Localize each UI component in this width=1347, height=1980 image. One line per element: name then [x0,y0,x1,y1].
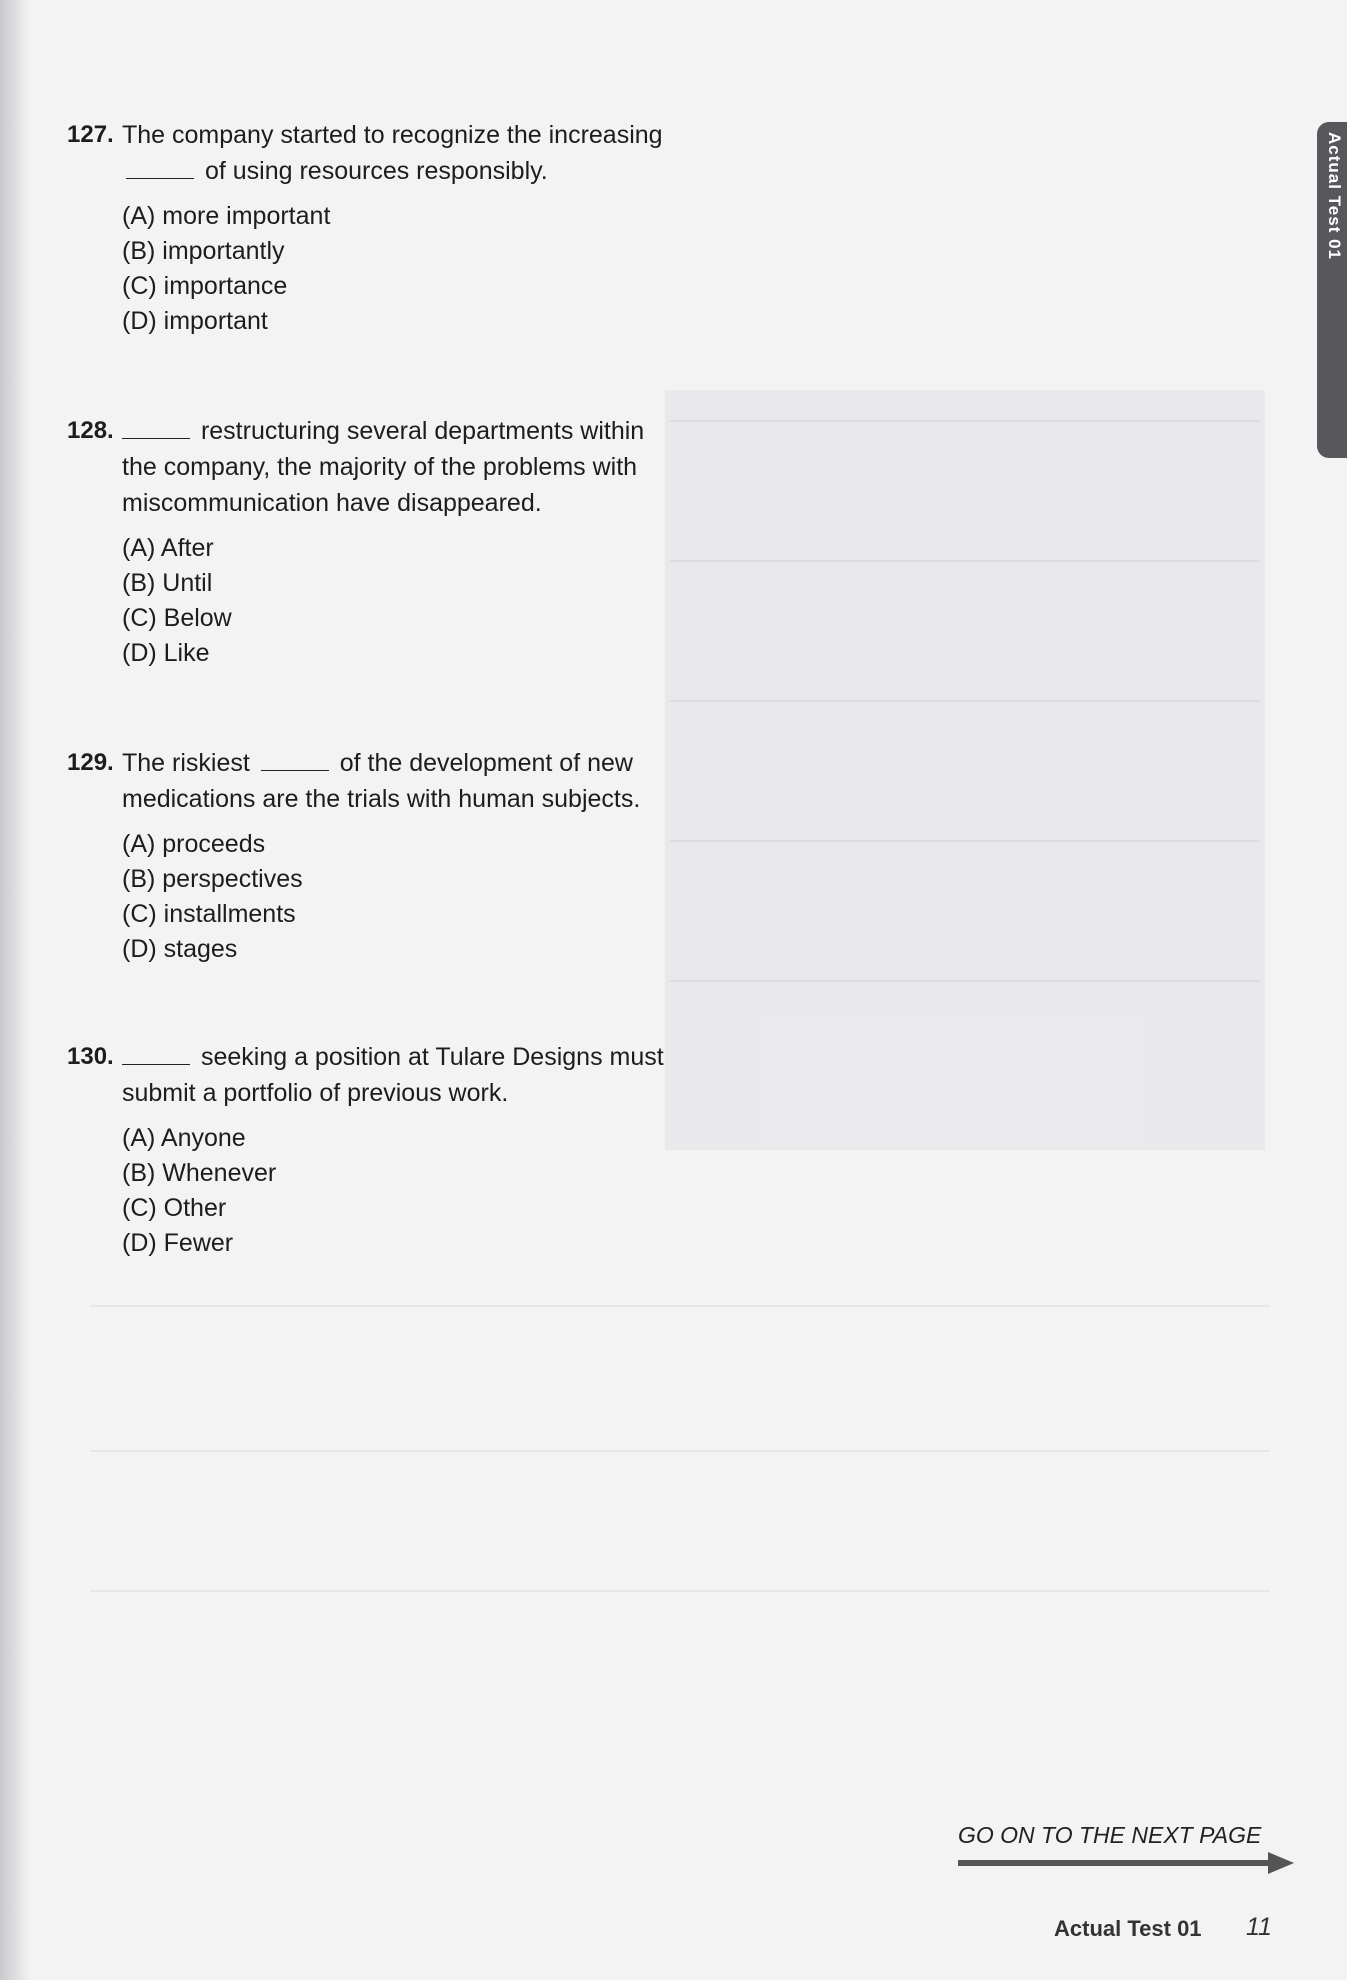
question-stem [67,413,667,521]
answer-blank [122,1044,190,1065]
answer-options [67,199,667,339]
reverse-side-bleed-line [670,420,1260,422]
option-d[interactable]: (D) important [122,307,268,335]
question-number: 130. [67,1043,114,1070]
question-stem [67,1039,667,1111]
question-number: 129. [67,749,114,776]
reverse-side-bleed-line [90,1590,1270,1592]
reverse-side-bleed-line [670,560,1260,562]
next-page-instruction: GO ON TO THE NEXT PAGE [958,1822,1262,1848]
stem-text-after: of the development of new medications are the trials with human subjects. [122,749,641,813]
option-a[interactable]: (A) Anyone [122,1124,246,1152]
arrow-head [1268,1852,1294,1874]
question-128 [67,413,667,671]
arrow-shaft [958,1860,1270,1866]
reverse-side-bleed-line [670,980,1260,982]
side-tab-label: Actual Test 01 [1325,132,1344,261]
option-d[interactable]: (D) Like [122,639,210,667]
option-b[interactable]: (B) importantly [122,237,285,265]
reverse-side-bleed-line [90,1305,1270,1307]
option-a[interactable]: (A) more important [122,202,331,230]
option-c[interactable]: (C) importance [122,272,288,300]
option-c[interactable]: (C) Below [122,604,232,632]
answer-options [67,1121,667,1261]
question-stem [67,117,667,189]
reverse-side-bleed [665,390,1265,1150]
answer-blank [261,750,329,771]
answer-options [67,531,667,671]
answer-blank [126,158,194,179]
option-d[interactable]: (D) stages [122,935,238,963]
option-b[interactable]: (B) Whenever [122,1159,277,1187]
option-c[interactable]: (C) Other [122,1194,227,1222]
question-127 [67,117,667,339]
page-gutter-shadow [0,0,30,1980]
reverse-side-bleed-line [670,700,1260,702]
footer-test-title: Actual Test 01 [1054,1916,1202,1941]
stem-text-before: The company started to recognize the increasing [122,121,663,149]
option-c[interactable]: (C) installments [122,900,296,928]
question-129 [67,745,667,967]
question-number: 127. [67,121,114,148]
question-130 [67,1039,667,1261]
section-side-tab [1317,122,1347,458]
reverse-side-bleed-line [670,840,1260,842]
option-a[interactable]: (A) After [122,534,214,562]
question-number: 128. [67,417,114,444]
page-number: 11 [1246,1913,1272,1941]
reverse-side-bleed-line [90,1450,1270,1452]
stem-text-after: seeking a position at Tulare Designs must submit a portfolio of previous work. [122,1043,664,1107]
option-b[interactable]: (B) Until [122,569,213,597]
option-b[interactable]: (B) perspectives [122,865,303,893]
stem-text-after: of using resources responsibly. [204,157,548,185]
answer-options [67,827,667,967]
stem-text-after: restructuring several departments within the company, the majority of the problems with miscommunication have disappeared. [122,417,645,517]
arrow-right-icon [958,1852,1298,1874]
option-a[interactable]: (A) proceeds [122,830,266,858]
option-d[interactable]: (D) Fewer [122,1229,234,1257]
question-stem [67,745,667,817]
stem-text-before: The riskiest [122,749,250,777]
answer-blank [122,418,190,439]
